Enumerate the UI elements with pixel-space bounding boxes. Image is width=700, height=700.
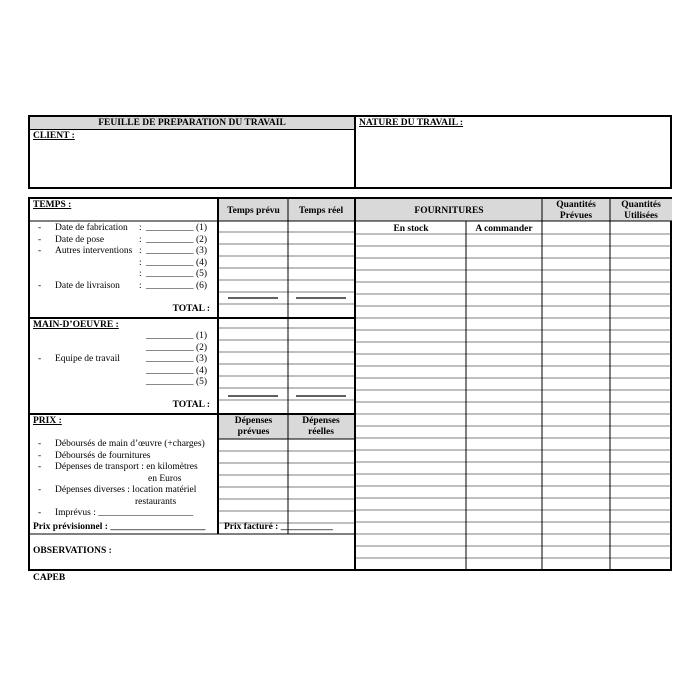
mo-row-blank: __________ bbox=[146, 331, 194, 341]
nature-label-text: NATURE DU TRAVAIL : bbox=[359, 118, 464, 128]
temps-row-bullet: - bbox=[38, 280, 42, 291]
temps-row-number: (5) bbox=[196, 269, 208, 279]
col-header-depenses-reelles-2: réelles bbox=[308, 427, 334, 437]
temps-row-colon: : bbox=[139, 223, 142, 233]
temps-row-number: (1) bbox=[196, 223, 208, 233]
prix-row-label: Déboursés de fournitures bbox=[55, 450, 151, 461]
temps-row-colon: : bbox=[139, 280, 142, 291]
temps-row-label: Date de fabrication bbox=[55, 223, 128, 233]
col-header-depenses-reelles-1: Dépenses bbox=[302, 416, 340, 426]
mo-row-bullet: - bbox=[38, 354, 42, 364]
mo-row-blank: __________ bbox=[146, 342, 194, 353]
temps-row-blank: __________ bbox=[146, 234, 194, 245]
temps-row-colon: : bbox=[139, 246, 142, 256]
mo-row-number: (1) bbox=[196, 331, 208, 341]
temps-row-colon: : bbox=[139, 257, 142, 268]
prix-row-bullet: - bbox=[38, 462, 42, 472]
prix-row-bullet: - bbox=[38, 439, 42, 449]
prix-row-bullet: - bbox=[38, 485, 42, 495]
prix-row-label: Dépenses diverses : location matériel bbox=[55, 485, 197, 495]
client-label: CLIENT : bbox=[33, 131, 75, 141]
main-oeuvre-title: MAIN-D’OEUVRE : bbox=[33, 320, 119, 330]
mo-row-number: (3) bbox=[196, 354, 208, 364]
prix-previsionnel: Prix prévisionnel : ____________________ bbox=[33, 522, 206, 532]
prix-row-label: Imprévus : ____________________ bbox=[55, 508, 194, 518]
col-header-quantites-utilisees-1: Quantités bbox=[621, 200, 661, 210]
temps-row-blank: __________ bbox=[146, 269, 194, 279]
col-header-quantites-prevues-2: Prévues bbox=[559, 211, 593, 221]
temps-row-colon: : bbox=[139, 234, 142, 245]
col-header-temps-prevu: Temps prévu bbox=[227, 206, 280, 216]
prix-row-label: Déboursés de main d’œuvre (+charges) bbox=[55, 439, 205, 449]
prix-row-bullet: - bbox=[38, 508, 42, 518]
temps-row-bullet: - bbox=[38, 246, 42, 256]
mo-row-number: (4) bbox=[196, 365, 208, 376]
prix-facture: Prix facturé : ___________ bbox=[224, 522, 333, 532]
temps-row-bullet: - bbox=[38, 223, 42, 233]
mo-row-number: (5) bbox=[196, 377, 208, 387]
mo-row-blank: __________ bbox=[146, 354, 194, 364]
prix-row-label: Dépenses de transport : en kilomètres bbox=[55, 462, 198, 472]
col-header-depenses-prevues-2: prévues bbox=[237, 427, 270, 437]
footer-capeb: CAPEB bbox=[33, 573, 66, 583]
col-header-a-commander: A commander bbox=[475, 224, 533, 234]
main-oeuvre-total-label: TOTAL : bbox=[172, 400, 210, 410]
prix-row-label: en Euros bbox=[148, 473, 182, 484]
temps-row-blank: __________ bbox=[146, 246, 194, 256]
temps-row-blank: __________ bbox=[146, 280, 194, 291]
temps-row-label: Date de pose bbox=[55, 234, 105, 245]
temps-row-blank: __________ bbox=[146, 257, 194, 268]
mo-row-blank: __________ bbox=[146, 365, 194, 376]
col-header-depenses-prevues-1: Dépenses bbox=[234, 416, 273, 426]
col-header-en-stock: En stock bbox=[393, 224, 429, 234]
temps-row-number: (3) bbox=[196, 246, 208, 256]
prix-row-bullet: - bbox=[38, 450, 42, 461]
page-title: FEUILLE DE PREPARATION DU TRAVAIL bbox=[98, 118, 286, 128]
col-header-temps-reel: Temps réel bbox=[298, 206, 344, 216]
prix-row-label: restaurants bbox=[135, 496, 177, 507]
col-header-quantites-utilisees-2: Utilisées bbox=[624, 211, 658, 221]
prix-title: PRIX : bbox=[33, 416, 62, 426]
temps-row-number: (4) bbox=[196, 257, 208, 268]
temps-row-label: Autres interventions bbox=[55, 246, 133, 256]
col-header-fournitures: FOURNITURES bbox=[414, 206, 484, 216]
observations-label: OBSERVATIONS : bbox=[33, 546, 112, 556]
mo-row-blank: __________ bbox=[146, 377, 194, 387]
temps-row-number: (2) bbox=[196, 234, 208, 245]
temps-row-blank: __________ bbox=[146, 223, 194, 233]
temps-row-colon: : bbox=[139, 269, 142, 279]
col-header-quantites-prevues-1: Quantités bbox=[556, 200, 596, 210]
mo-row-label: Equipe de travail bbox=[55, 354, 120, 364]
temps-total-label: TOTAL : bbox=[172, 304, 210, 314]
temps-row-label: Date de livraison bbox=[55, 280, 120, 291]
mo-row-number: (2) bbox=[196, 342, 208, 353]
temps-title: TEMPS : bbox=[33, 200, 72, 210]
temps-row-number: (6) bbox=[196, 280, 208, 291]
temps-row-bullet: - bbox=[38, 234, 42, 245]
